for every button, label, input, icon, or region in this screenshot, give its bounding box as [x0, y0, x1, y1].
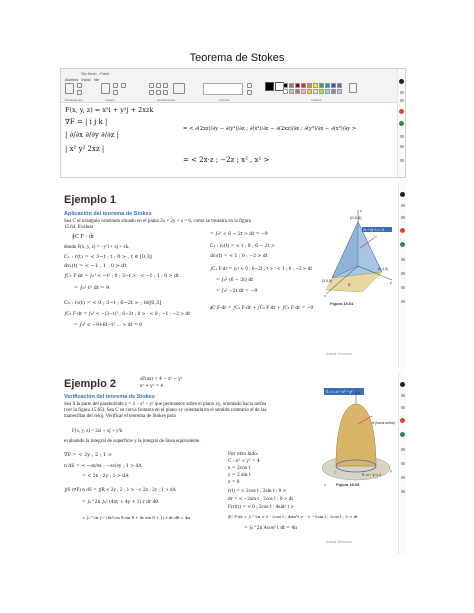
fig-label-z: z: [358, 391, 360, 395]
fig-label-y: y: [390, 281, 392, 285]
green-pen-icon[interactable]: [400, 242, 405, 247]
ex1-step-3: ∫C₁ F·dr = ∫₀³ < −t² ; 0 ; 3−t > · < −1 ; 1 ; 0 > dt: [64, 274, 179, 279]
shapes-group: [203, 83, 263, 99]
rotate-icon[interactable]: [121, 83, 126, 88]
palette-swatch-17[interactable]: [325, 89, 330, 94]
pen-icon[interactable]: [399, 79, 404, 84]
example-2-heading: Ejemplo 2: [64, 378, 116, 390]
tool-3-icon[interactable]: [400, 135, 404, 138]
ex1-right-2: C₂ : r₂(t) = < t ; 0 ; 6 − 2t >: [210, 244, 275, 249]
tool-2-icon[interactable]: [400, 99, 404, 102]
palette-swatch-19[interactable]: [337, 89, 342, 94]
pencil-icon[interactable]: [149, 83, 154, 88]
ex2-note-2: x² + y² = 4: [140, 383, 164, 388]
ex2-step-6: = ∫₀^2π ∫₀² (4r²cos θ sin θ + 4r sin θ + 1) r dr dθ = 4π: [82, 515, 190, 520]
ex2-step-5: = ∫₀^2π ∫₀² (4xy + 4y + 1) r dr dθ: [82, 500, 158, 505]
color-palette: [283, 83, 342, 94]
shapes-gallery[interactable]: [203, 83, 243, 95]
pen-icon[interactable]: [400, 192, 405, 197]
fig-label-c: C: [334, 471, 337, 475]
edit-colors-icon[interactable]: [349, 83, 357, 93]
color-picker-icon[interactable]: [156, 90, 161, 95]
tool-3-icon[interactable]: [401, 258, 405, 261]
palette-swatch-10[interactable]: [283, 89, 288, 94]
palette-swatch-13[interactable]: [301, 89, 306, 94]
tool-6-icon[interactable]: [401, 490, 405, 493]
tool-2-icon[interactable]: [401, 216, 405, 219]
ex1-right-6: = ∫₀³ −2t dt = −9: [216, 289, 258, 294]
fig-label-x: x: [324, 294, 326, 298]
palette-swatch-9[interactable]: [337, 83, 342, 88]
color-1-swatch[interactable]: [265, 82, 274, 91]
ex2-right-5: z = 0: [228, 480, 240, 485]
fig-label-y-intercept: (0,3,0): [378, 267, 389, 271]
palette-swatch-12[interactable]: [295, 89, 300, 94]
fig-label-x-intercept: (3,0,0): [322, 279, 333, 283]
eraser-icon[interactable]: [149, 90, 154, 95]
ex2-step-2: n dS = < −∂z/∂x ; −∂z/∂y ; 1 > dA: [64, 464, 142, 469]
ex2-right-7: dr = < −2sin t ; 2cos t ; 0 > dt: [228, 496, 294, 501]
ex2-right-6: r(t) = < 2cos t ; 2sin t ; 0 >: [228, 488, 287, 493]
windows-watermark: Activar Windows: [326, 540, 352, 544]
tool-1-icon[interactable]: [400, 91, 404, 94]
ribbon-tabs: [65, 77, 100, 82]
tools-group: [149, 83, 199, 99]
fig-label-region: R: x² + y² ≤ 4: [362, 473, 381, 477]
palette-swatch-2[interactable]: [295, 83, 300, 88]
windows-watermark: Activar Windows: [326, 352, 352, 356]
ex1-step-6: ∫C₃ F·dr = ∫₀³ < −(3−t)² ; 6−2t ; 0 > · < 0 ; −1 ; −2 > dt: [64, 312, 191, 317]
palette-swatch-16[interactable]: [319, 89, 324, 94]
palette-swatch-3[interactable]: [301, 83, 306, 88]
fig-label-z: z: [360, 209, 362, 213]
tab-file[interactable]: Archivo: [65, 77, 79, 82]
palette-swatch-14[interactable]: [307, 89, 312, 94]
text-icon[interactable]: [163, 83, 168, 88]
ex2-step-1: ∇F = < 2y ; 2 ; 1 >: [64, 452, 112, 458]
resize-icon[interactable]: [113, 90, 118, 95]
paraboloid-surface: [336, 404, 376, 466]
group-label-image: Imagen: [105, 98, 116, 102]
example-1-integral: ∮C F · dr: [72, 234, 94, 240]
ex2-right-9: ∮C F·dr = ∫₀^2π < 0 ; 2cos t ; 4sin²t > · < −2sin t ; 2cos t ; 0 > dt: [228, 514, 358, 519]
ex1-step-7: = ∫₀³ < −9+6t−t² ... > dt = 0: [74, 323, 143, 328]
fig-label-n: N: [374, 235, 377, 239]
magnifier-icon[interactable]: [163, 90, 168, 95]
fig-label-normal: N (hacia arriba): [372, 421, 395, 425]
red-pen-icon[interactable]: [399, 109, 404, 114]
tool-6-icon[interactable]: [401, 300, 405, 303]
group-label-tools: Herramientas: [157, 98, 176, 102]
example-1-heading: Ejemplo 1: [64, 194, 116, 206]
window-title: Sin título - Paint: [81, 71, 110, 76]
ex1-right-7: ∮C F·dr = ∫C₁ F·dr + ∫C₂ F·dr + ∫C₃ F·dr = −9: [210, 306, 314, 311]
ex1-right-3: dr₂(t) = < 1 ; 0 ; −2 > dt: [210, 254, 268, 259]
ex2-note-1: ∂F(xx) = 4 − x² − y²: [140, 376, 183, 381]
image-group: [101, 83, 141, 99]
curl-row-1: ∇F = | i j k |: [65, 118, 108, 126]
ex2-step-4: ∬S (∇F)·n dS = ∬R < 2y ; 2 ; 1 > · < 2x ; 2y ; 1 > dA: [64, 487, 176, 492]
paint-window-2: [60, 182, 406, 368]
tool-4-icon[interactable]: [400, 145, 404, 148]
palette-swatch-8[interactable]: [331, 83, 336, 88]
paint-window-1: [60, 68, 406, 178]
example-1-field: donde F(x, y, z) = −y²i + zj + xk.: [64, 245, 130, 250]
ex1-right-4: ∫C₂ F·dr = ∫₀³ < 0 ; 6−2t ; t > · < 1 ; 0 ; −2 > dt: [210, 266, 313, 271]
palette-swatch-6[interactable]: [319, 83, 324, 88]
example-2-field: F(x, y, z) = 2zi + xj + y²k: [72, 429, 123, 434]
side-toolbar: [397, 69, 405, 177]
ex2-right-2: C : x² + y² = 4: [228, 459, 260, 464]
crop-icon[interactable]: [113, 83, 118, 88]
example-2-statement: Sea S la parte del paraboloide z = 4 − x² − y² que permanece sobre el plano xy, orientado hacia arriba (ver la figura 15.65). Sea C su curva frontera en el plano xy orientada en el sentido contrario al de las manecillas del reloj. Verificar el teorema de Stokes para: [64, 402, 267, 419]
palette-swatch-15[interactable]: [313, 89, 318, 94]
green-pen-icon[interactable]: [400, 432, 405, 437]
palette-swatch-11[interactable]: [289, 89, 294, 94]
tool-3-icon[interactable]: [401, 448, 405, 451]
fig-label-surface: S: z = 4 − x² − y²: [326, 390, 353, 394]
tool-4-icon[interactable]: [401, 462, 405, 465]
ex1-right-1: = ∫₀³ < 6 − 2t > dt = −9: [210, 232, 268, 237]
fig-label-r: R: [348, 283, 351, 287]
paint-window-3: [60, 372, 406, 554]
example-1-statement: Sea C el triángulo orientado situado en el plano 2x + 2y + z = 6, como se muestra en la figura 15.64. Evaluar: [64, 219, 252, 230]
tool-5-icon[interactable]: [400, 159, 404, 162]
example-2-subheading: Verificación del teorema de Stokes: [64, 394, 155, 400]
palette-swatch-1[interactable]: [289, 83, 294, 88]
outline-icon[interactable]: [247, 83, 252, 88]
ex1-right-5: = ∫₀³ (6 − 2t) dt: [216, 278, 254, 283]
palette-swatch-7[interactable]: [325, 83, 330, 88]
fig-label-plane: 2x + 2y + z = 6: [363, 228, 384, 232]
paste-icon[interactable]: [65, 83, 74, 94]
ex2-right-8: F(r(t)) = < 0 ; 2cos t ; 4sin² t >: [228, 504, 295, 509]
red-pen-icon[interactable]: [400, 418, 405, 423]
figure-15-64: [322, 208, 394, 298]
curl-result-1: = < ∂(2xz)/∂y − ∂(y²)/∂z ; ∂(x²)/∂z − ∂(2xz)/∂x ; ∂(y²)/∂x − ∂(x²)/∂y >: [183, 126, 357, 132]
red-pen-icon[interactable]: [400, 228, 405, 233]
curl-row-3: | x² y² 2xz |: [65, 145, 105, 153]
group-label-clipboard: Portapapeles: [65, 98, 83, 102]
pen-icon[interactable]: [400, 382, 405, 387]
group-label-colors: Colores: [311, 98, 322, 102]
select-icon[interactable]: [101, 83, 110, 94]
ex2-right-3: x = 2cos t: [228, 466, 251, 471]
tool-5-icon[interactable]: [401, 476, 405, 479]
side-toolbar: [398, 372, 406, 554]
copy-icon[interactable]: [77, 90, 82, 95]
page-title: Teorema de Stokes: [189, 52, 285, 64]
fig-label-top: (0,0,6): [350, 215, 362, 220]
ex1-step-4: = ∫₀³ t² dt = 9: [74, 285, 110, 291]
side-toolbar: [398, 182, 406, 368]
fill-shape-icon[interactable]: [247, 90, 252, 95]
fill-icon[interactable]: [156, 83, 161, 88]
tool-4-icon[interactable]: [401, 272, 405, 275]
palette-swatch-0[interactable]: [283, 83, 288, 88]
ex2-right-4: y = 2 sin t: [228, 473, 251, 478]
figure-15-65-caption: Figura 15.65: [336, 482, 360, 487]
brushes-icon[interactable]: [173, 83, 185, 94]
figure-15-65: [322, 386, 396, 490]
ex2-right-1: Por otro lado:: [228, 452, 259, 457]
palette-swatch-18[interactable]: [331, 89, 336, 94]
tool-1-icon[interactable]: [401, 204, 405, 207]
curl-result-2: = < 2x·z ; −2z ; x² , x² >: [183, 156, 270, 164]
example-1-subheading: Aplicación del teorema de Stokes: [64, 211, 152, 217]
paint-ribbon: [61, 69, 406, 103]
cut-icon[interactable]: [77, 83, 82, 88]
ex1-step-2: dr₁(t) = < −1 , 1 , 0 > dt: [64, 263, 127, 269]
tool-1-icon[interactable]: [401, 394, 405, 397]
tool-5-icon[interactable]: [401, 286, 405, 289]
ex1-step-5: C₃ : r₃(t) = < 0 ; 3−t ; 6−2t > ; t∈[0,3]: [64, 300, 162, 306]
ex2-right-10: = ∫₀^2π 4cos² t dt = 4π: [244, 526, 298, 531]
tool-2-icon[interactable]: [401, 406, 405, 409]
clipboard-group: [65, 83, 95, 99]
palette-swatch-5[interactable]: [313, 83, 318, 88]
group-label-shapes: Formas: [219, 98, 230, 102]
field-definition: F(x, y, z) = x²i + y²j + 2xzk: [65, 106, 154, 114]
curl-row-2: | ∂/∂x ∂/∂y ∂/∂z |: [65, 131, 120, 139]
ex1-step-1: C₁ : r(t) = < 3−t ; t ; 0 > , t ∈ [0,3]: [64, 254, 152, 260]
figure-15-64-caption: Figura 15.64: [330, 301, 354, 306]
palette-swatch-4[interactable]: [307, 83, 312, 88]
example-2-evaluando: evaluando la integral de superficie y la integral de línea equivalente.: [64, 439, 201, 444]
ex2-step-3: = < 2x ; 2y ; 1 > dA: [82, 474, 129, 479]
fig-label-x: x: [324, 483, 326, 487]
fig-label-y: y: [390, 469, 392, 473]
tab-view[interactable]: Ver: [93, 77, 100, 82]
tab-home[interactable]: Inicio: [81, 77, 91, 82]
green-pen-icon[interactable]: [399, 121, 404, 126]
